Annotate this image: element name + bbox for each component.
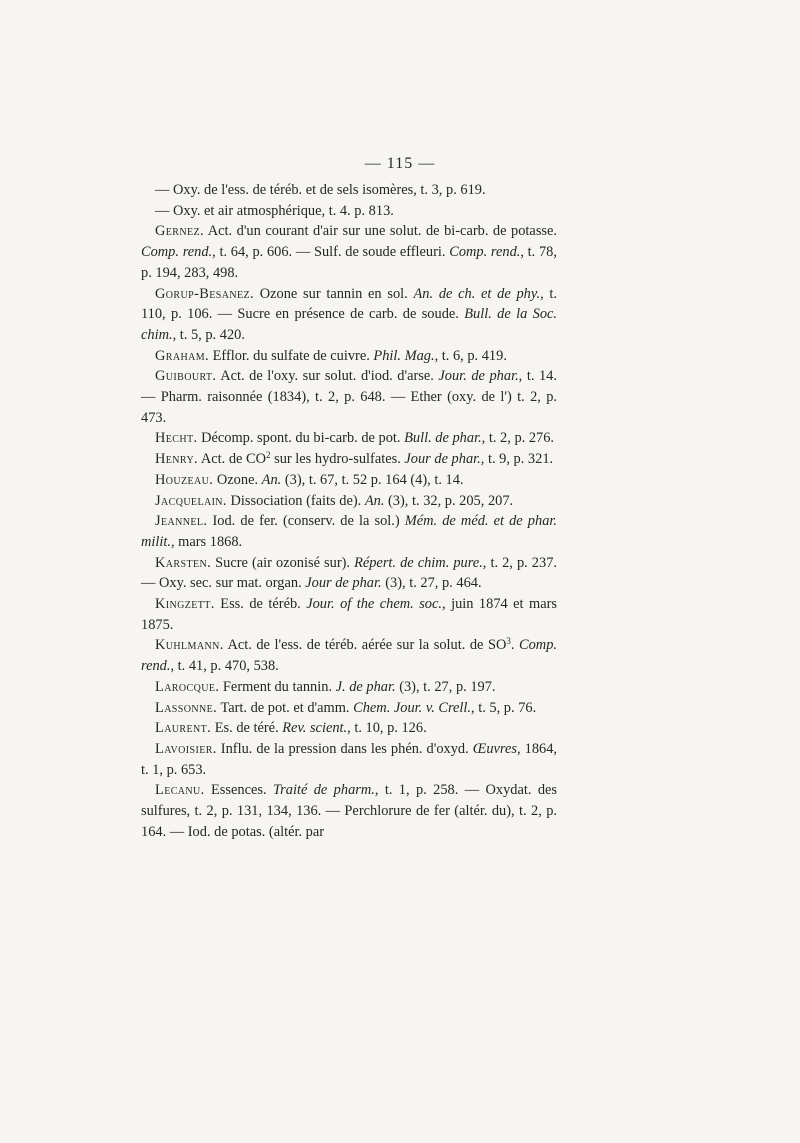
journal-title: Répert. de chim. pure. bbox=[354, 554, 483, 571]
entry-text: — Oxy. et air atmosphérique, t. 4. p. 813. bbox=[155, 202, 394, 219]
entry-text: Tart. de pot. et d'amm. bbox=[217, 699, 354, 716]
entry-text: (3), t. 32, p. 205, 207. bbox=[384, 492, 514, 509]
journal-title: Bull. de la Soc. chim. bbox=[141, 306, 557, 343]
journal-title: Jour de phar. bbox=[305, 575, 382, 592]
bibliography-entry bbox=[141, 346, 557, 367]
entry-text: Act. de CO bbox=[198, 451, 267, 468]
bibliography-entry bbox=[141, 449, 557, 470]
journal-title: An. de ch. et de phy. bbox=[413, 285, 541, 302]
entry-text: Act. d'un courant d'air sur une solut. de bi-carb. de potasse. bbox=[204, 223, 557, 240]
author-name: Jeannel. bbox=[155, 513, 208, 530]
bibliography-entry bbox=[141, 221, 557, 283]
entry-text: , t. 6, p. 419. bbox=[434, 347, 507, 364]
bibliography-entry bbox=[141, 553, 557, 594]
author-name: Laurent. bbox=[155, 720, 212, 737]
journal-title: Comp. rend. bbox=[141, 244, 213, 261]
entry-text: , t. 110, p. 106. — Sucre en présence de carb. de soude. bbox=[141, 285, 557, 323]
entry-text: (3), t. 27, p. 464. bbox=[381, 575, 482, 592]
author-name: Jacquelain. bbox=[155, 492, 227, 509]
bibliography-entry bbox=[141, 698, 557, 719]
entry-text: Sucre (air ozonisé sur). bbox=[211, 554, 355, 571]
journal-title: Œuvres bbox=[472, 740, 517, 757]
journal-title: Jour de phar. bbox=[404, 451, 481, 468]
author-name: Kuhlmann. bbox=[155, 637, 224, 654]
bibliography-entry bbox=[141, 780, 557, 842]
entry-text: Efflor. du sulfate de cuivre. bbox=[209, 347, 374, 364]
entry-text: Ozone. bbox=[213, 471, 262, 488]
entry-text: Act. de l'ess. de téréb. aérée sur la solut. de SO bbox=[223, 637, 507, 654]
bibliography-entry bbox=[141, 428, 557, 449]
entry-text: , t. 41, p. 470, 538. bbox=[170, 658, 279, 675]
author-name: Gernez. bbox=[155, 223, 205, 240]
journal-title: Rev. scient. bbox=[282, 720, 348, 737]
bibliography-text bbox=[141, 180, 557, 843]
entry-text: , t. 5, p. 76. bbox=[471, 699, 537, 716]
superscript: 3 bbox=[506, 636, 511, 647]
journal-title: Mém. de méd. et de phar. milit. bbox=[141, 513, 557, 550]
author-name: Gorup-Besanez. bbox=[155, 285, 254, 302]
journal-title: An. bbox=[261, 471, 282, 488]
entry-text: , t. 10, p. 126. bbox=[347, 720, 427, 737]
journal-title: An. bbox=[364, 492, 385, 509]
entry-text: Ess. de téréb. bbox=[214, 596, 307, 613]
entry-text: Dissociation (faits de). bbox=[226, 492, 365, 509]
bibliography-entry bbox=[141, 594, 557, 635]
entry-text: . bbox=[510, 637, 520, 654]
entry-text: (3), t. 27, p. 197. bbox=[395, 678, 496, 695]
entry-text: , t. 64, p. 606. — Sulf. de soude effleuri. bbox=[212, 244, 450, 261]
entry-text: , t. 78, p. 194, 283, 498. bbox=[141, 244, 557, 281]
author-name: Guibourt. bbox=[155, 368, 217, 385]
bibliography-entry bbox=[141, 491, 557, 512]
author-name: Lassonne. bbox=[155, 699, 218, 716]
entry-text: — Oxy. de l'ess. de téréb. et de sels isomères, t. 3, p. 619. bbox=[155, 182, 486, 198]
bibliography-entry bbox=[141, 677, 557, 698]
journal-title: Comp. rend. bbox=[449, 244, 521, 261]
entry-text: Ferment du tannin. bbox=[219, 678, 336, 695]
bibliography-entry bbox=[141, 284, 557, 346]
entry-text: , t. 5, p. 420. bbox=[172, 326, 245, 343]
entry-text: Ozone sur tannin en sol. bbox=[254, 285, 414, 302]
bibliography-entry bbox=[141, 739, 557, 780]
author-name: Karsten. bbox=[155, 554, 212, 571]
entry-text: , t. 14. — Pharm. raisonnée (1834), t. 2, p. 648. — Ether (oxy. de l') t. 2, p. 473. bbox=[141, 368, 557, 426]
entry-text: , juin 1874 et mars 1875. bbox=[141, 596, 557, 633]
bibliography-entry bbox=[141, 366, 557, 428]
journal-title: Bull. de phar. bbox=[404, 430, 482, 447]
bibliography-entry bbox=[141, 470, 557, 491]
entry-text: , t. 2, p. 276. bbox=[481, 430, 555, 447]
journal-title: Traité de pharm. bbox=[272, 782, 375, 799]
author-name: Lecanu. bbox=[155, 782, 205, 799]
entry-text: Essences. bbox=[204, 782, 273, 799]
entry-text: , t. 2, p. 237. — Oxy. sec. sur mat. organ. bbox=[141, 554, 557, 592]
author-name: Larocque. bbox=[155, 678, 220, 695]
author-name: Graham. bbox=[155, 347, 210, 364]
entry-text: sur les hydro-sulfates. bbox=[270, 451, 405, 468]
bibliography-entry bbox=[141, 180, 557, 201]
bibliography-entry bbox=[141, 718, 557, 739]
author-name: Lavoisier. bbox=[155, 740, 217, 757]
entry-text: , t. 1, p. 258. — Oxydat. des sulfures, t. 2, p. 131, 134, 136. — Perchlorure de fer (altér. du), t. 2, p. 164. — Iod. de potas. (altér. par bbox=[141, 782, 557, 840]
entry-text: , mars 1868. bbox=[170, 533, 243, 550]
journal-title: Comp. rend. bbox=[141, 637, 557, 675]
entry-text: , t. 9, p. 321. bbox=[480, 451, 554, 468]
entry-text: Iod. de fer. (conserv. de la sol.) bbox=[207, 513, 405, 530]
author-name: Kingzett. bbox=[155, 596, 215, 613]
author-name: Hecht. bbox=[155, 430, 198, 447]
journal-title: Jour. de phar. bbox=[438, 368, 519, 385]
entry-text: Influ. de la pression dans les phén. d'oxyd. bbox=[216, 740, 473, 757]
entry-text: Es. de téré. bbox=[211, 720, 283, 737]
author-name: Houzeau. bbox=[155, 471, 214, 488]
bibliography-entry bbox=[141, 511, 557, 552]
bibliography-entry bbox=[141, 201, 557, 222]
journal-title: Chem. Jour. v. Crell. bbox=[353, 699, 472, 716]
superscript: 2 bbox=[266, 450, 271, 461]
entry-text: , 1864, t. 1, p. 653. bbox=[141, 740, 558, 778]
journal-title: Jour. of the chem. soc. bbox=[306, 596, 442, 613]
page-number: — 115 — bbox=[364, 155, 436, 172]
bibliography-entry bbox=[141, 635, 557, 676]
journal-title: J. de phar. bbox=[335, 678, 396, 695]
entry-text: (3), t. 67, t. 52 p. 164 (4), t. 14. bbox=[281, 471, 464, 488]
journal-title: Phil. Mag. bbox=[373, 347, 435, 364]
entry-text: Act. de l'oxy. sur solut. d'iod. d'arse. bbox=[216, 368, 439, 385]
entry-text: Décomp. spont. du bi-carb. de pot. bbox=[197, 430, 405, 447]
author-name: Henry. bbox=[155, 451, 199, 468]
